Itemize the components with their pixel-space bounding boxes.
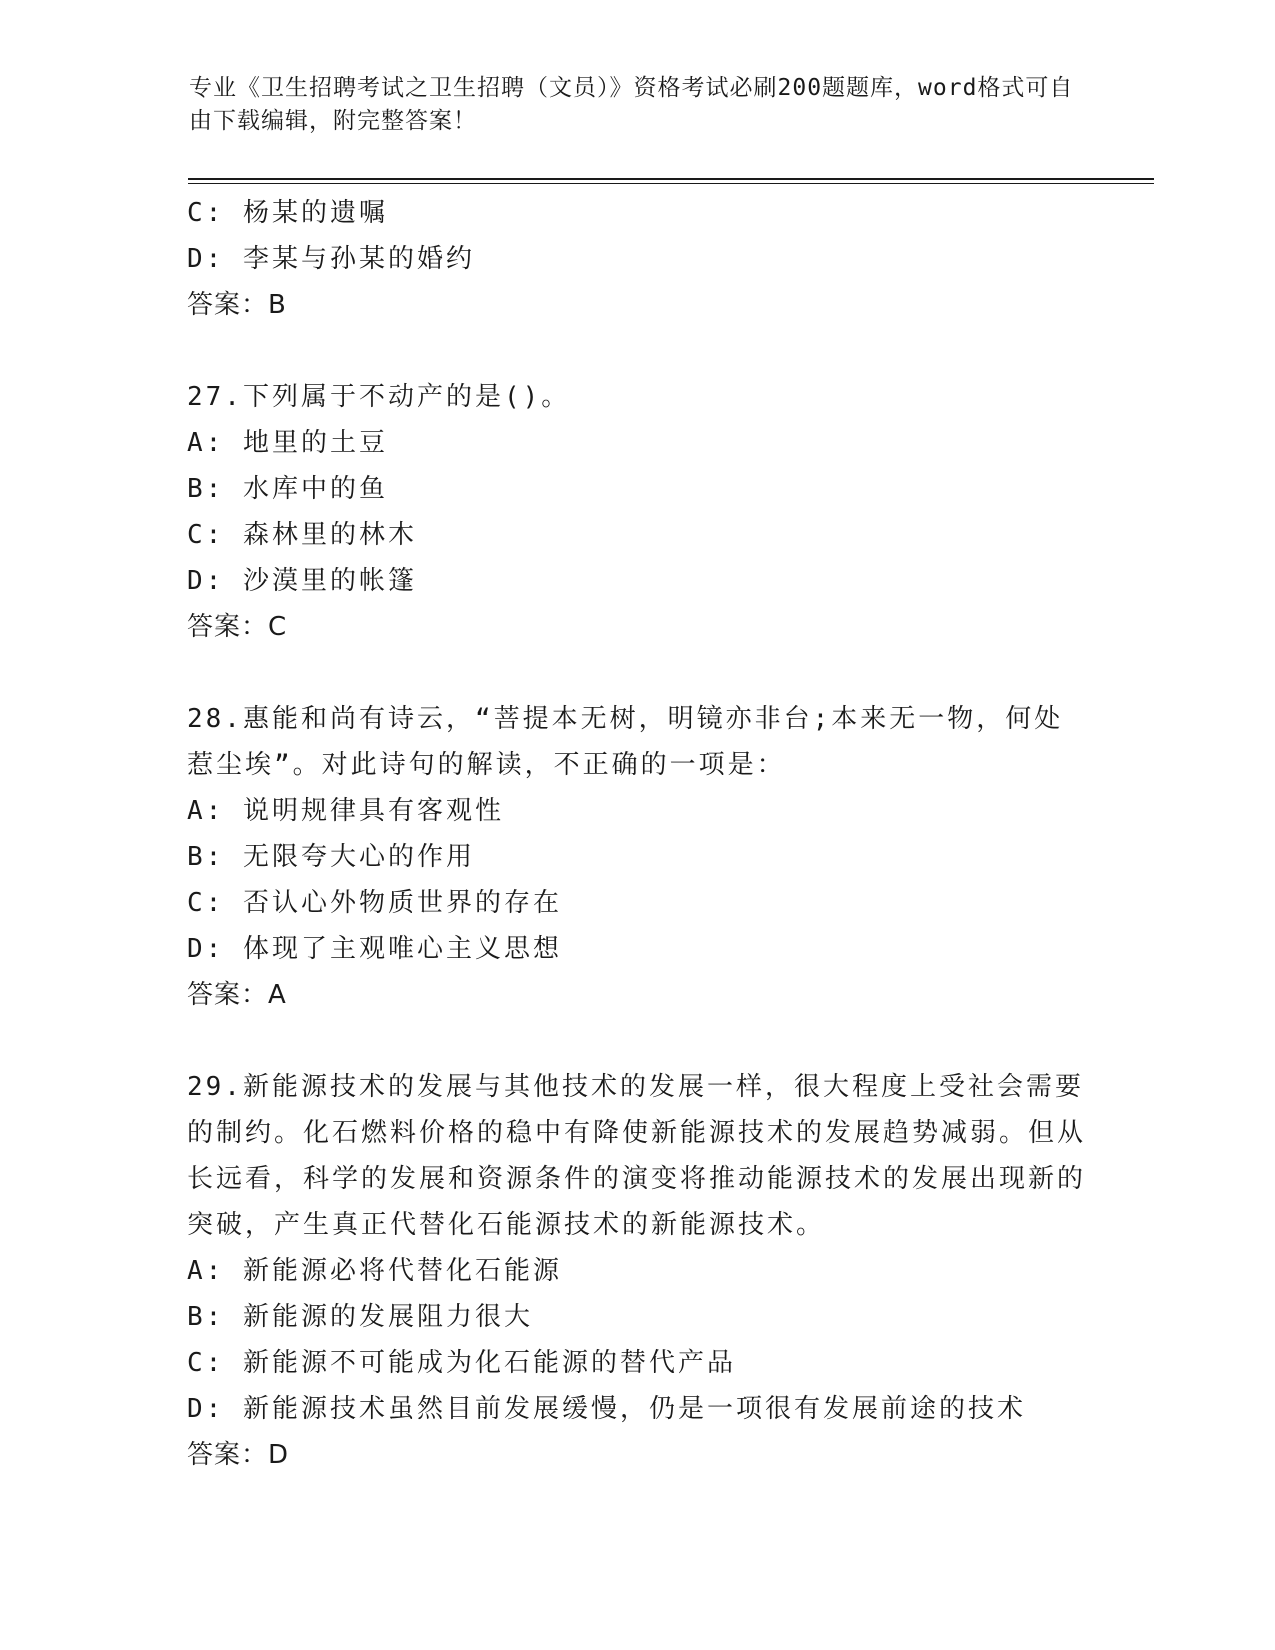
- option-d: D: 李某与孙某的婚约: [187, 244, 475, 274]
- header-divider-thick: [188, 178, 1154, 180]
- question-27: [187, 374, 1087, 650]
- option-c: C: 杨某的遗嘱: [187, 198, 388, 228]
- option-d: D: 新能源技术虽然目前发展缓慢，仍是一项很有发展前途的技术: [187, 1394, 1026, 1424]
- option-d: D: 沙漠里的帐篷: [187, 566, 417, 596]
- option-c: C: 否认心外物质世界的存在: [187, 888, 562, 918]
- option-c: C: 森林里的林木: [187, 520, 417, 550]
- page-header-title: 专业《卫生招聘考试之卫生招聘（文员）》资格考试必刷200题题库，word格式可自由下载编辑，附完整答案！: [189, 75, 1074, 134]
- option-a: A: 新能源必将代替化石能源: [187, 1256, 562, 1286]
- option-b: B: 水库中的鱼: [187, 474, 388, 504]
- answer-line: 答案：B: [187, 290, 287, 320]
- question-29: [187, 1064, 1087, 1478]
- question-stem: 27.下列属于不动产的是()。: [187, 382, 571, 412]
- option-b: B: 新能源的发展阻力很大: [187, 1302, 533, 1332]
- answer-line: 答案：A: [187, 980, 287, 1010]
- question-stem: 28.惠能和尚有诗云，“菩提本无树，明镜亦非台;本来无一物，何处惹尘埃”。对此诗句的解读，不正确的一项是：: [187, 704, 1064, 780]
- answer-line: 答案：C: [187, 612, 288, 642]
- option-b: B: 无限夸大心的作用: [187, 842, 475, 872]
- option-c: C: 新能源不可能成为化石能源的替代产品: [187, 1348, 736, 1378]
- question-28: [187, 696, 1087, 1018]
- question-stem: 29.新能源技术的发展与其他技术的发展一样，很大程度上受社会需要的制约。化石燃料价格的稳中有降使新能源技术的发展趋势减弱。但从长远看，科学的发展和资源条件的演变将推动能源技术的发展出现新的突破，产生真正代替化石能源技术的新能源技术。: [187, 1072, 1087, 1240]
- option-a: A: 地里的土豆: [187, 428, 388, 458]
- option-d: D: 体现了主观唯心主义思想: [187, 934, 562, 964]
- prev-question-block: [187, 190, 1087, 328]
- question-list: [187, 190, 1087, 1478]
- option-a: A: 说明规律具有客观性: [187, 796, 504, 826]
- header-divider-thin: [188, 183, 1154, 184]
- answer-line: 答案：D: [187, 1440, 290, 1470]
